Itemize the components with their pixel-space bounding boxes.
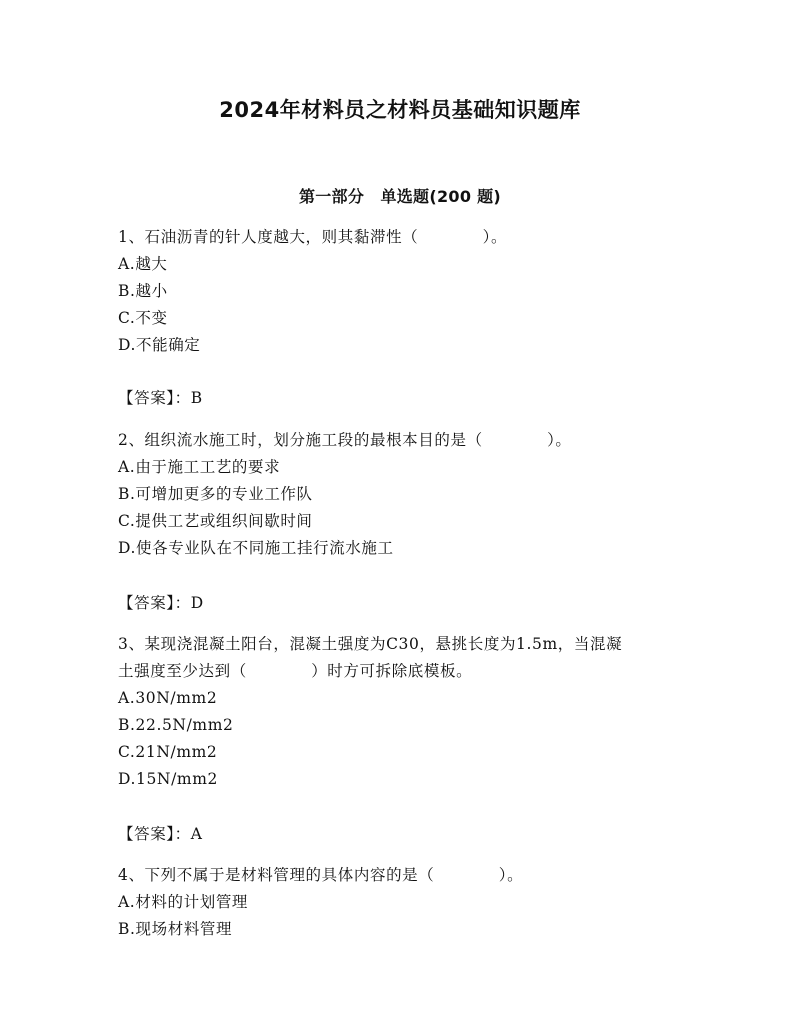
question-2-option-c: C.提供工艺或组织间歇时间 bbox=[118, 512, 313, 530]
question-2-answer: 【答案】：D bbox=[118, 594, 204, 612]
question-4-stem: 4、下列不属于是材料管理的具体内容的是（ ）。 bbox=[118, 866, 524, 884]
question-1-option-d: D.不能确定 bbox=[118, 336, 201, 354]
question-3-option-c: C.21N/mm2 bbox=[118, 743, 218, 761]
question-3-stem-line-1: 3、某现浇混凝土阳台，混凝土强度为C30，悬挑长度为1.5m，当混凝 bbox=[118, 635, 623, 653]
question-2-option-b: B.可增加更多的专业工作队 bbox=[118, 485, 313, 503]
question-3-option-a: A.30N/mm2 bbox=[118, 689, 218, 707]
question-3-option-b: B.22.5N/mm2 bbox=[118, 716, 234, 734]
document-title: 2024年材料员之材料员基础知识题库 bbox=[219, 98, 581, 122]
question-2-option-a: A.由于施工工艺的要求 bbox=[118, 458, 281, 476]
question-2-option-d: D.使各专业队在不同施工挂行流水施工 bbox=[118, 539, 394, 557]
question-3-answer: 【答案】：A bbox=[118, 825, 203, 843]
question-1-stem: 1、石油沥青的针人度越大，则其黏滞性（ ）。 bbox=[118, 228, 508, 246]
question-1-option-c: C.不变 bbox=[118, 309, 168, 327]
question-4-option-b: B.现场材料管理 bbox=[118, 920, 233, 938]
question-1-option-b: B.越小 bbox=[118, 282, 168, 300]
question-1-option-a: A.越大 bbox=[118, 255, 168, 273]
question-3-option-d: D.15N/mm2 bbox=[118, 770, 218, 788]
question-2-stem: 2、组织流水施工时，划分施工段的最根本目的是（ ）。 bbox=[118, 431, 572, 449]
question-1-answer: 【答案】：B bbox=[118, 389, 203, 407]
question-4-option-a: A.材料的计划管理 bbox=[118, 893, 249, 911]
section-title: 第一部分 单选题(200 题) bbox=[298, 187, 502, 206]
question-3-stem-line-2: 土强度至少达到（ ）时方可拆除底模板。 bbox=[118, 662, 473, 680]
